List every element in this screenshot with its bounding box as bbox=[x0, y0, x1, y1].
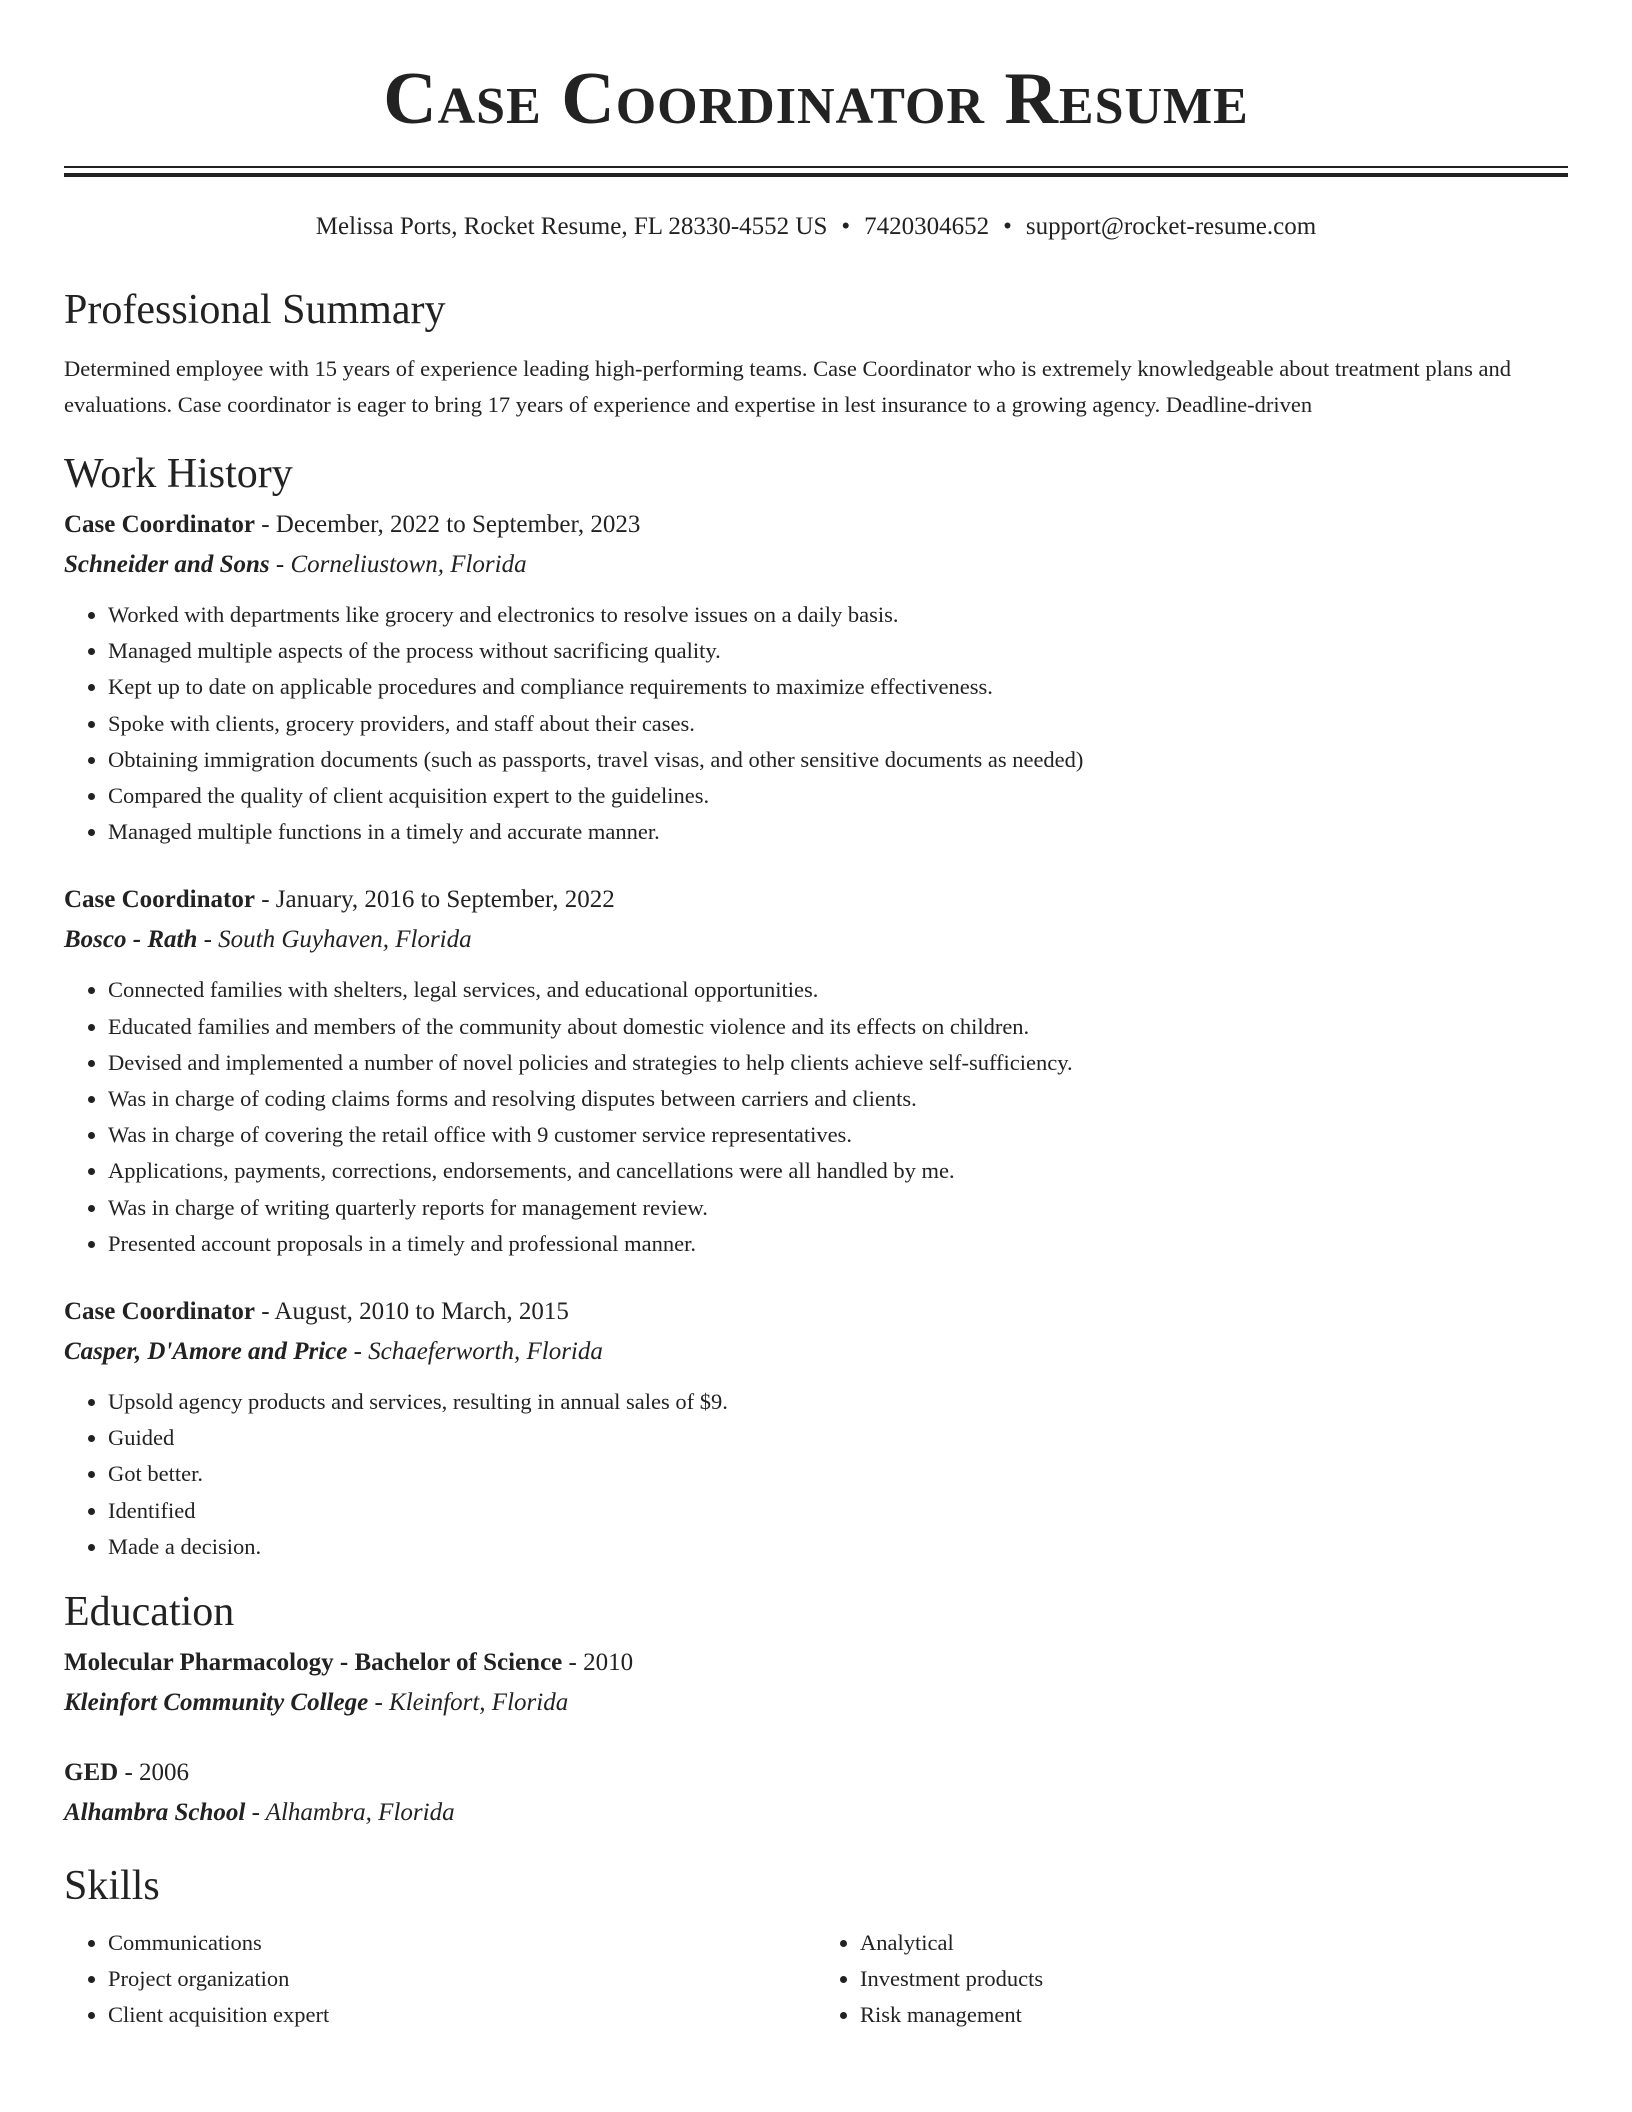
skill-item: • Risk management bbox=[860, 1997, 1568, 2033]
work-history-heading: Work History bbox=[64, 451, 293, 497]
job-company: Casper, D'Amore and Price bbox=[64, 1338, 348, 1366]
summary-heading: Professional Summary bbox=[64, 287, 446, 333]
list-item: • Got better. bbox=[108, 1456, 1568, 1492]
skill-item: • Investment products bbox=[860, 1961, 1568, 1997]
job-duties-list bbox=[64, 597, 1568, 850]
resume-page bbox=[64, 0, 1568, 2034]
list-item: • Obtaining immigration documents (such as passports, travel visas, and other sensitive documents as needed) bbox=[108, 742, 1568, 778]
list-item: • Guided bbox=[108, 1420, 1568, 1456]
skills-list-right bbox=[816, 1925, 1568, 2034]
list-item: • Connected families with shelters, legal services, and educational opportunities. bbox=[108, 972, 1568, 1008]
list-item: • Devised and implemented a number of novel policies and strategies to help clients achieve self-sufficiency. bbox=[108, 1045, 1568, 1081]
job-company: Bosco - Rath bbox=[64, 926, 198, 954]
education-degree-line bbox=[64, 1643, 1568, 1683]
education-location: - Kleinfort, Florida bbox=[368, 1689, 569, 1717]
skill-item: • Client acquisition expert bbox=[108, 1997, 816, 2033]
summary-text: Determined employee with 15 years of experience leading high-performing teams. Case Coordinator who is extremely knowledgeable about treatment plans and evaluations. Case coordinator is eager to bring 17 years of experience and expertise in lest insurance to a growing agency. Deadline-driven bbox=[64, 356, 1512, 417]
job-title: Case Coordinator bbox=[64, 886, 255, 914]
contact-separator: • bbox=[841, 213, 851, 240]
resume-title: Case Coordinator Resume bbox=[383, 58, 1249, 140]
contact-address: Melissa Ports, Rocket Resume, FL 28330-4552 US bbox=[315, 213, 828, 240]
list-item: • Managed multiple aspects of the process without sacrificing quality. bbox=[108, 633, 1568, 669]
list-item: • Educated families and members of the community about domestic violence and its effects on children. bbox=[108, 1009, 1568, 1045]
job-dates: - December, 2022 to September, 2023 bbox=[254, 511, 641, 538]
list-item: • Kept up to date on applicable procedures and compliance requirements to maximize effectiveness. bbox=[108, 669, 1568, 705]
job-dates: - January, 2016 to September, 2022 bbox=[254, 886, 615, 914]
education-school-line bbox=[64, 1683, 1568, 1723]
education-year: - 2010 bbox=[562, 1649, 634, 1677]
list-item: • Managed multiple functions in a timely and accurate manner. bbox=[108, 814, 1568, 850]
education-entry bbox=[64, 1753, 1568, 1833]
education-heading: Education bbox=[64, 1589, 235, 1636]
job-company: Schneider and Sons bbox=[64, 551, 270, 578]
list-item: • Identified bbox=[108, 1493, 1568, 1529]
list-item: • Was in charge of writing quarterly reports for management review. bbox=[108, 1190, 1568, 1226]
education-school: Kleinfort Community College bbox=[64, 1689, 369, 1717]
job-title: Case Coordinator bbox=[64, 511, 255, 538]
job-title: Case Coordinator bbox=[64, 1298, 255, 1326]
job-company-line bbox=[64, 1332, 1568, 1372]
job-location: - Schaeferworth, Florida bbox=[347, 1338, 603, 1366]
job-entry bbox=[64, 505, 1568, 850]
contact-line bbox=[64, 211, 1568, 243]
skills-list-left bbox=[64, 1925, 816, 2034]
education-year: - 2006 bbox=[118, 1759, 190, 1787]
education-degree: GED bbox=[64, 1759, 119, 1787]
job-title-line bbox=[64, 1292, 1568, 1332]
education-degree: Molecular Pharmacology - Bachelor of Science bbox=[64, 1649, 563, 1677]
job-title-line bbox=[64, 880, 1568, 920]
list-item: • Was in charge of covering the retail office with 9 customer service representatives. bbox=[108, 1117, 1568, 1153]
list-item: • Applications, payments, corrections, endorsements, and cancellations were all handled by me. bbox=[108, 1153, 1568, 1189]
job-location: - South Guyhaven, Florida bbox=[197, 926, 472, 954]
skills-columns bbox=[64, 1911, 1568, 2034]
contact-email: support@rocket-resume.com bbox=[1025, 213, 1317, 240]
skills-heading: Skills bbox=[64, 1863, 160, 1910]
job-entry bbox=[64, 1292, 1568, 1565]
job-duties-list bbox=[64, 1384, 1568, 1565]
title-double-rule bbox=[64, 166, 1568, 177]
skill-item: • Project organization bbox=[108, 1961, 816, 1997]
list-item: • Upsold agency products and services, resulting in annual sales of $9. bbox=[108, 1384, 1568, 1420]
education-school: Alhambra School bbox=[64, 1799, 246, 1827]
list-item: • Compared the quality of client acquisition expert to the guidelines. bbox=[108, 778, 1568, 814]
list-item: • Made a decision. bbox=[108, 1529, 1568, 1565]
list-item: • Presented account proposals in a timely and professional manner. bbox=[108, 1226, 1568, 1262]
job-company-line bbox=[64, 545, 1568, 585]
job-title-line bbox=[64, 505, 1568, 545]
skill-item: • Analytical bbox=[860, 1925, 1568, 1961]
list-item: • Spoke with clients, grocery providers, and staff about their cases. bbox=[108, 706, 1568, 742]
job-company-line bbox=[64, 920, 1568, 960]
job-entry bbox=[64, 880, 1568, 1262]
skill-item: • Communications bbox=[108, 1925, 816, 1961]
education-entry bbox=[64, 1643, 1568, 1723]
job-dates: - August, 2010 to March, 2015 bbox=[254, 1298, 569, 1326]
education-location: - Alhambra, Florida bbox=[245, 1799, 455, 1827]
list-item: • Worked with departments like grocery and electronics to resolve issues on a daily basis. bbox=[108, 597, 1568, 633]
contact-phone: 7420304652 bbox=[864, 213, 990, 240]
job-location: - Corneliustown, Florida bbox=[269, 551, 527, 578]
job-duties-list bbox=[64, 972, 1568, 1262]
education-degree-line bbox=[64, 1753, 1568, 1793]
contact-separator: • bbox=[1003, 213, 1012, 240]
list-item: • Was in charge of coding claims forms and resolving disputes between carriers and clients. bbox=[108, 1081, 1568, 1117]
education-school-line bbox=[64, 1793, 1568, 1833]
